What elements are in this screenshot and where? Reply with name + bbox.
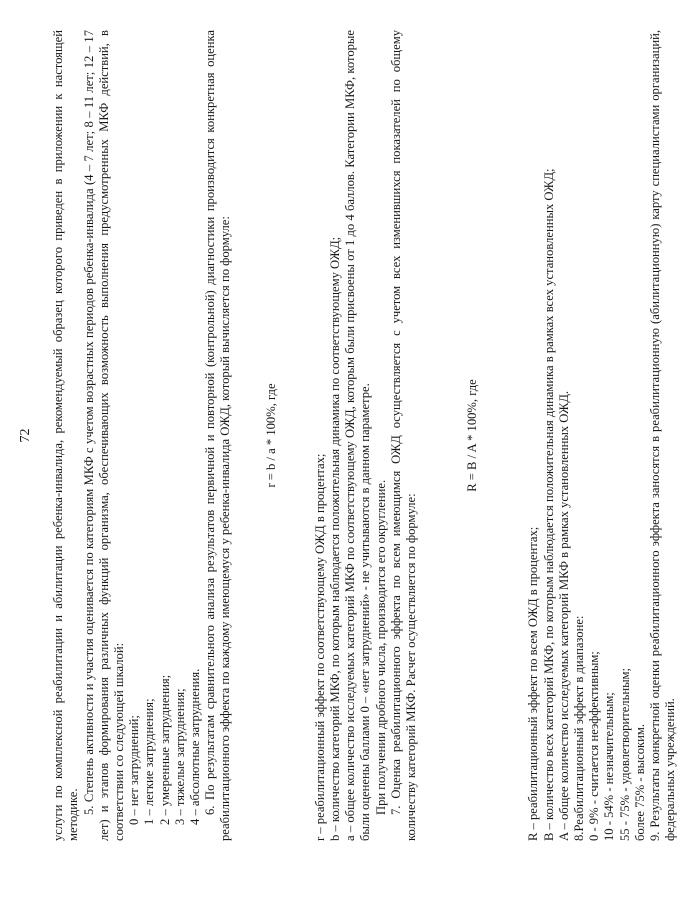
page-number: 72 — [18, 428, 33, 443]
formula-individual-effect: r = b / a * 100%, где — [263, 383, 278, 488]
effect-range: 10 - 54% - незначительным; — [602, 692, 617, 841]
effect-range: 55 - 75% - удовлетворительным; — [617, 667, 632, 841]
intro-continuation: услуги по комплексной реабилитации и абилитации ребенка-инвалида, рекомендуемый образец которого приведен в приложении к настоящей методике. — [51, 30, 81, 841]
scale-item: 3 – тяжелые затруднения; — [172, 688, 187, 825]
formula-total-effect: R = B / A * 100%, где — [465, 379, 480, 492]
effect-range: более 75% - высоким. — [632, 724, 647, 841]
definition-a: a – общее количество исследуемых категорий МКФ по соответствующему ОЖД, которым были присвоены от 1 до 4 баллов. Категории МКФ, которые были оценены баллами 0 – «нет затруднений» - не учитываются в данном параметре. — [343, 30, 373, 841]
scale-item: 4 – абсолютные затруднения. — [188, 668, 203, 825]
item-6-paragraph: 6. По результатам сравнительного анализа результатов первичной и повторной (контрольной) диагностики производится конкретная оценка реабилитационного эффекта по каждому имеющемуся у ребенка-инвалида ОЖД, который вычисляется по формуле: — [203, 30, 233, 841]
total-definitions — [526, 30, 648, 841]
difficulty-scale — [127, 30, 203, 841]
scale-item: 2 – умеренные затруднения; — [157, 674, 172, 825]
effect-range: 0 - 9% - считается неэффективным; — [587, 651, 602, 841]
item-8-title: 8.Реабилитационный эффект в диапазоне: — [572, 615, 587, 841]
definition-r: r – реабилитационный эффект по соответствующему ОЖД в процентах; — [312, 453, 327, 841]
definition-b: b – количество категорий МКФ, по которым наблюдается положительная динамика по соответствующему ОЖД; — [328, 236, 343, 841]
item-9-paragraph: 9. Результаты конкретной оценки реабилитационного эффекта заносятся в реабилитационную (абилитационную) карту специалистами организаций, федеральных учреждений. — [648, 30, 678, 841]
rounding-note: При получении дробного числа, производится его округление. — [373, 479, 388, 815]
definition-A: A – общее количество исследуемых категорий МКФ в рамках установленных ОЖД. — [556, 390, 571, 841]
item-7-paragraph: 7. Оценка реабилитационного эффекта по всем имеющимся ОЖД осуществляется с учетом всех изменившихся показателей по общему количеству категорий МКФ. Расчет осуществляется по формуле: — [388, 30, 419, 841]
scale-item: 1 – легкие затруднения; — [142, 698, 157, 825]
scale-item: 0 – нет затруднений; — [127, 715, 142, 825]
definition-B: B – количество всех категорий МКФ, по которым наблюдается положительная динамика в рамках всех установленных ОЖД; — [541, 168, 556, 841]
item-5-paragraph: 5. Степень активности и участия оценивается по категориям МКФ с учетом возрастных периодов ребенка-инвалида (4 – 7 лет; 8 – 11 лет; 12 – 17 лет) и этапов формирования различных функций организма, обеспечивающих возможность выполнения предусмотренных МКФ действий, в соответствии со следующей шкалой: — [81, 30, 127, 841]
definition-R: R – реабилитационный эффект по всем ОЖД в процентах; — [526, 526, 541, 841]
